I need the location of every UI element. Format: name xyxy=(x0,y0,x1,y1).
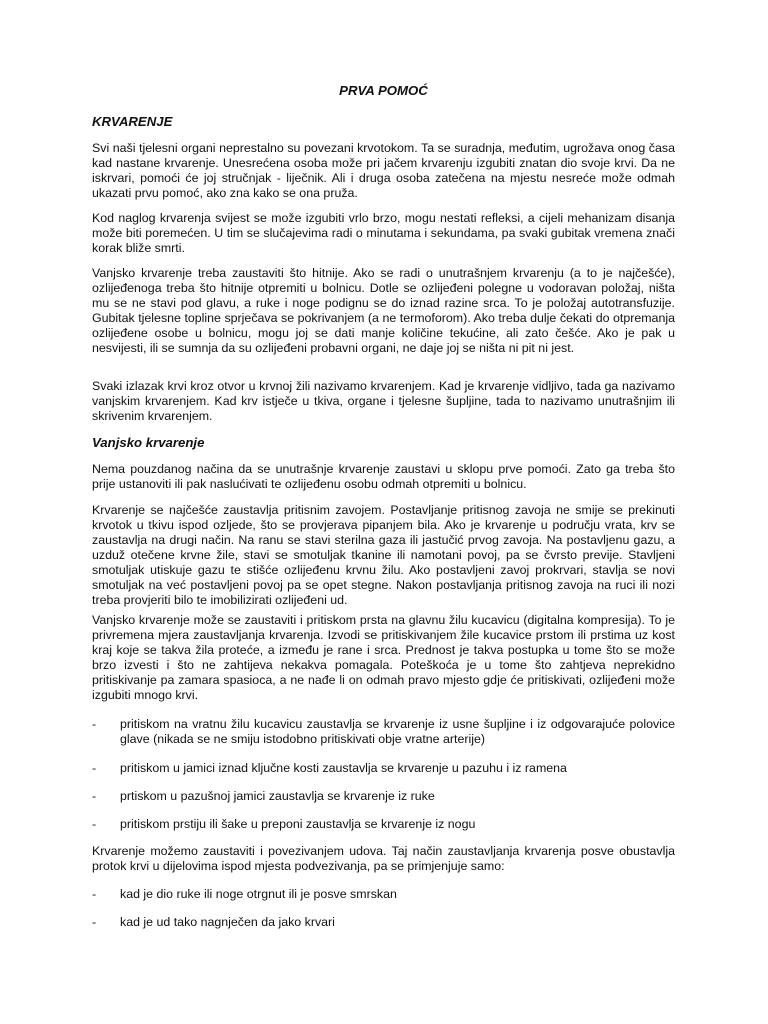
document-title: PRVA POMOĆ xyxy=(339,83,428,98)
section-heading-krvarenje: KRVARENJE xyxy=(92,114,173,129)
list-item-text: kad je dio ruke ili noge otrgnut ili je posve smrskan xyxy=(120,887,397,901)
bullet-marker: - xyxy=(92,817,97,831)
paragraph: Krvarenje se najčešće zaustavlja pritisnim zavojem. Postavljanje pritisnog zavoja ne smije se prekinuti krvotok u tkivu ispod ozljede, što se provjerava pipanjem bila. Ako je krvarenje u području vrata, krv se zaustavlja na drugi način. Na ranu se stavi sterilna gaza ili jastučić prvog zavoja. Na postavljenu gazu, a uzduž otečene krvne žile, stavi se smotuljak tkanine ili namotani povoj, pa se čvrsto previje. Stavljeni smotuljak utiskuje gazu te stišće ozlijeđenu krvnu žilu. Ako postavljeni zavoj prokrvari, stavlja se novi smotuljak na već postavljeni povoj pa se opet stegne. Nakon postavljanja pritisnog zavoja na ruci ili nozi treba provjeriti bilo te imobilizirati ozlijeđeni ud. xyxy=(92,503,675,608)
list-item xyxy=(92,789,675,804)
bullet-marker: - xyxy=(92,887,97,901)
bullet-marker: - xyxy=(92,915,97,929)
list-item-text: pritiskom u jamici iznad ključne kosti zaustavlja se krvarenje u pazuhu i iz ramena xyxy=(120,761,567,775)
paragraph: Svi naši tjelesni organi neprestalno su povezani krvotokom. Ta se suradnja, međutim, ugrožava onog časa kad nastane krvarenje. Unesrećena osoba može pri jačem krvarenju izgubiti znatan dio svoje krvi. Da ne iskrvari, pomoći će joj stručnjak - liječnik. Ali i druga osoba zatečena na mjestu nesreće može odmah ukazati prvu pomoć, ako zna kako se ona pruža. xyxy=(92,141,675,201)
bullet-marker: - xyxy=(92,761,97,775)
list-item xyxy=(92,817,675,832)
paragraph: Svaki izlazak krvi kroz otvor u krvnoj žili nazivamo krvarenjem. Kad je krvarenje vidljivo, tada ga nazivamo vanjskim krvarenjem. Kad krv istječe u tkiva, organe i tjelesne šupljine, tada to nazivamo unutrašnjim ili skrivenim krvarenjem. xyxy=(92,379,675,424)
list-item xyxy=(92,915,675,930)
paragraph: Vanjsko krvarenje može se zaustaviti i pritiskom prsta na glavnu žilu kucavicu (digitalna kompresija). To je privremena mjera zaustavljanja krvarenja. Izvodi se pritiskivanjem žile kucavice prstom ili prstima uz kost kraj koje se takva žila proteće, a između je rane i srca. Prednost je takva postupka u tome što se može brzo izvesti i što ne zahtijeva nekakva pomagala. Poteškoća je u tome što zahtjeva neprekidno pritiskivanje pa zamara spasioca, a ne nađe li on odmah pravo mjesto gdje će pritiskivati, ozlijeđeni može izgubiti mnogo krvi. xyxy=(92,613,675,703)
paragraph: Nema pouzdanog načina da se unutrašnje krvarenje zaustavi u sklopu prve pomoći. Zato ga treba što prije ustanoviti ili pak naslućivati te ozlijeđenu osobu odmah otpremiti u bolnicu. xyxy=(92,462,675,492)
section-heading-vanjsko-krvarenje: Vanjsko krvarenje xyxy=(92,435,205,450)
paragraph: Kod naglog krvarenja svijest se može izgubiti vrlo brzo, mogu nestati refleksi, a cijeli mehanizam disanja može biti poremećen. U tim se slučajevima radi o minutama i sekundama, pa svaki gubitak vremena znači korak bliže smrti. xyxy=(92,211,675,256)
list-item xyxy=(92,887,675,902)
list-item-text: kad je ud tako nagnječen da jako krvari xyxy=(120,915,335,929)
list-item-text: prtiskom u pazušnoj jamici zaustavlja se krvarenje iz ruke xyxy=(120,789,435,803)
list-item xyxy=(92,761,675,776)
paragraph: Vanjsko krvarenje treba zaustaviti što hitnije. Ako se radi o unutrašnjem krvarenju (a to je najčešće), ozlijeđenoga treba što hitnije otpremiti u bolnicu. Dotle se ozlijeđeni polegne u vodoravan položaj, ništa mu se ne stavi pod glavu, a ruke i noge podignu se do iznad razine srca. To je položaj autotransfuzije. Gubitak tjelesne topline sprječava se pokrivanjem (a ne termoforom). Ako treba dulje čekati do otpremanja ozlijeđene osobe u bolnicu, mogu joj se dati manje količine tekućine, ali zato češće. Ako je pak u nesvijesti, ili se sumnja da su ozlijeđeni probavni organi, ne daje joj se ništa ni pit ni jest. xyxy=(92,266,675,356)
bullet-marker: - xyxy=(92,789,97,803)
list-item-text: pritiskom prstiju ili šake u preponi zaustavlja se krvarenje iz nogu xyxy=(120,817,476,831)
bullet-marker: - xyxy=(92,717,97,731)
list-item xyxy=(92,717,675,747)
list-item-text: pritiskom na vratnu žilu kucavicu zaustavlja se krvarenje iz usne šupljine i iz odgovarajuće polovice glave (nikada se ne smiju istodobno pritiskivati obje vratne arterije) xyxy=(120,717,675,747)
paragraph: Krvarenje možemo zaustaviti i povezivanjem udova. Taj način zaustavljanja krvarenja posve obustavlja protok krvi u dijelovima ispod mjesta podvezivanja, pa se primjenjuje samo: xyxy=(92,844,675,874)
